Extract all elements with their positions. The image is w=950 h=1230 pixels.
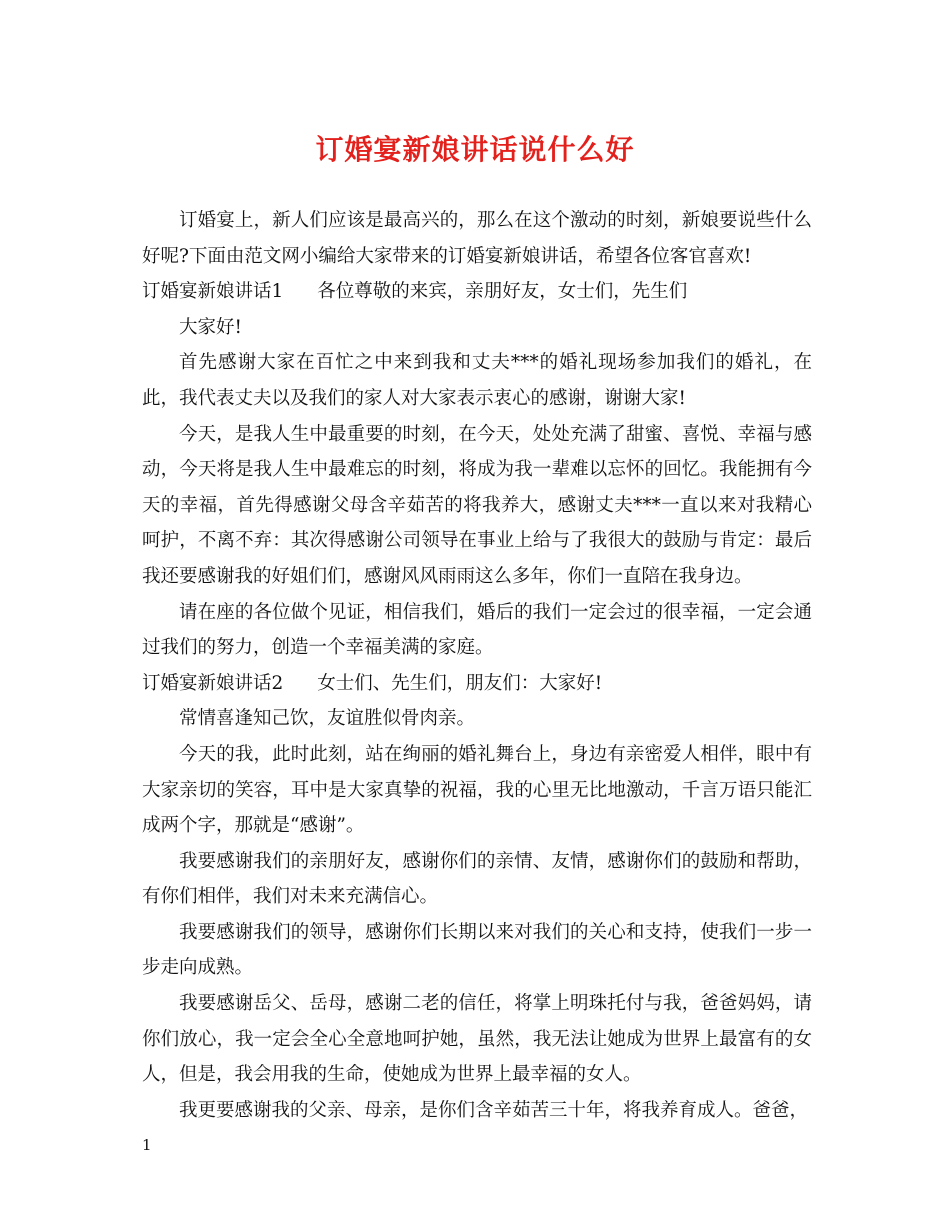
document-body [142, 203, 812, 1128]
speech1-paragraph: 请在座的各位做个见证，相信我们，婚后的我们一定会过的很幸福，一定会通过我们的努力，创造一个幸福美满的家庭。 [142, 601, 812, 659]
speech2-heading-line [142, 666, 812, 702]
speech2-paragraph: 我要感谢岳父、岳母，感谢二老的信任，将掌上明珠托付与我，爸爸妈妈，请你们放心，我一定会全心全意地呵护她，虽然，我无法让她成为世界上最富有的女人，但是，我会用我的生命，使她成为世界上最幸福的女人。 [142, 993, 812, 1086]
intro-paragraph: 订婚宴上，新人们应该是最高兴的，那么在这个激动的时刻，新娘要说些什么好呢?下面由范文网小编给大家带来的订婚宴新娘讲话，希望各位客官喜欢! [142, 210, 812, 267]
speech2-heading: 订婚宴新娘讲话2 [142, 672, 284, 694]
speech2-paragraph: 常情喜逢知己饮，友谊胜似骨肉亲。 [179, 708, 476, 730]
speech1-heading-line [142, 274, 812, 310]
speech1-paragraph: 大家好! [179, 316, 242, 338]
speech1-paragraph: 今天，是我人生中最重要的时刻，在今天，处处充满了甜蜜、喜悦、幸福与感动，今天将是我人生中最难忘的时刻，将成为我一辈难以忘怀的回忆。我能拥有今天的幸福，首先得感谢父母含辛茹苦的将我养大，感谢丈夫***一直以来对我精心呵护，不离不弃：其次得感谢公司领导在事业上给与了我很大的鼓励与肯定：最后我还要感谢我的好姐们们，感谢风风雨雨这么多年，你们一直陪在我身边。 [142, 423, 812, 587]
speech2-paragraph: 我要感谢我们的领导，感谢你们长期以来对我们的关心和支持，使我们一步一步走向成熟。 [142, 921, 812, 979]
speech2-paragraph: 我更要感谢我的父亲、母亲，是你们含辛茹苦三十年，将我养育成人。爸爸， [179, 1099, 809, 1121]
speech2-paragraph: 今天的我，此时此刻，站在绚丽的婚礼舞台上，身边有亲密爱人相伴，眼中有大家亲切的笑容，耳中是大家真挚的祝福，我的心里无比地激动，千言万语只能汇成两个字，那就是“感谢”。 [142, 743, 812, 837]
page-number: 1 [142, 1136, 152, 1154]
document-title: 订婚宴新娘讲话说什么好 [315, 133, 635, 166]
speech2-greeting: 女士们、先生们，朋友们：大家好! [317, 672, 603, 694]
speech2-paragraph: 我要感谢我们的亲朋好友，感谢你们的亲情、友情，感谢你们的鼓励和帮助，有你们相伴，我们对未来充满信心。 [142, 850, 812, 908]
speech1-paragraph: 首先感谢大家在百忙之中来到我和丈夫***的婚礼现场参加我们的婚礼，在此，我代表丈夫以及我们的家人对大家表示衷心的感谢，谢谢大家! [142, 352, 812, 409]
speech1-heading: 订婚宴新娘讲话1 [142, 281, 284, 303]
speech1-greeting: 各位尊敬的来宾，亲朋好友，女士们，先生们 [317, 281, 688, 303]
